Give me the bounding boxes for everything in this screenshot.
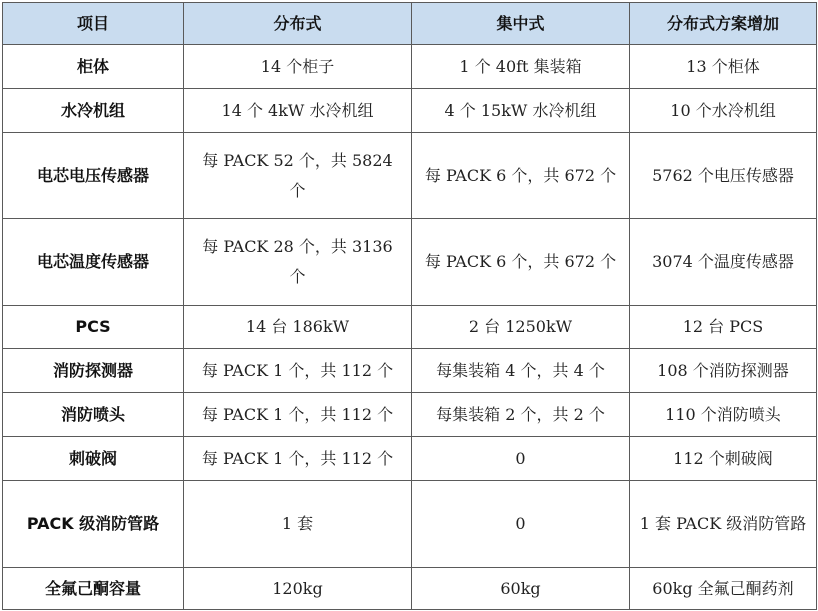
table-row (3, 481, 817, 568)
row-label: 电芯温度传感器 (3, 219, 184, 306)
table-cell: 112 个刺破阀 (630, 437, 817, 481)
table-cell: 0 (412, 481, 630, 568)
table-cell: 3074 个温度传感器 (630, 219, 817, 306)
table-cell: 14 个 4kW 水冷机组 (184, 89, 412, 133)
table-cell: 1 套 (184, 481, 412, 568)
table-cell: 108 个消防探测器 (630, 349, 817, 393)
row-label: 水冷机组 (3, 89, 184, 133)
table-cell: 5762 个电压传感器 (630, 133, 817, 219)
row-label: 刺破阀 (3, 437, 184, 481)
table-row (3, 349, 817, 393)
table-cell: 60kg 全氟己酮药剂 (630, 568, 817, 610)
header-cell-item: 项目 (3, 3, 184, 45)
row-label: 消防探测器 (3, 349, 184, 393)
table-cell: 0 (412, 437, 630, 481)
table-cell: 每 PACK 6 个，共 672 个 (412, 133, 630, 219)
header-cell-centralized: 集中式 (412, 3, 630, 45)
table-cell: 14 台 186kW (184, 306, 412, 349)
table-row (3, 133, 817, 219)
row-label: PCS (3, 306, 184, 349)
comparison-table (2, 2, 817, 610)
table-header-row (3, 3, 817, 45)
table-cell: 每 PACK 52 个，共 5824 个 (184, 133, 412, 219)
table-cell: 每 PACK 28 个，共 3136 个 (184, 219, 412, 306)
row-label: 柜体 (3, 45, 184, 89)
table-cell: 120kg (184, 568, 412, 610)
table-row (3, 89, 817, 133)
row-label: 电芯电压传感器 (3, 133, 184, 219)
header-cell-increase: 分布式方案增加 (630, 3, 817, 45)
row-label: 全氟己酮容量 (3, 568, 184, 610)
table-cell: 每 PACK 1 个，共 112 个 (184, 349, 412, 393)
table-cell: 每集装箱 2 个，共 2 个 (412, 393, 630, 437)
table-row (3, 393, 817, 437)
table-cell: 每 PACK 6 个，共 672 个 (412, 219, 630, 306)
table-cell: 14 个柜子 (184, 45, 412, 89)
header-cell-distributed: 分布式 (184, 3, 412, 45)
table-row (3, 45, 817, 89)
table-cell: 1 套 PACK 级消防管路 (630, 481, 817, 568)
table-cell: 4 个 15kW 水冷机组 (412, 89, 630, 133)
table-cell: 每 PACK 1 个，共 112 个 (184, 437, 412, 481)
table-cell: 60kg (412, 568, 630, 610)
table-row (3, 219, 817, 306)
row-label: 消防喷头 (3, 393, 184, 437)
table-cell: 2 台 1250kW (412, 306, 630, 349)
table-row (3, 437, 817, 481)
table-cell: 10 个水冷机组 (630, 89, 817, 133)
table-cell: 1 个 40ft 集装箱 (412, 45, 630, 89)
table-row (3, 306, 817, 349)
table-cell: 13 个柜体 (630, 45, 817, 89)
row-label: PACK 级消防管路 (3, 481, 184, 568)
table-row (3, 568, 817, 610)
table-cell: 12 台 PCS (630, 306, 817, 349)
table-cell: 110 个消防喷头 (630, 393, 817, 437)
table-cell: 每 PACK 1 个，共 112 个 (184, 393, 412, 437)
table-cell: 每集装箱 4 个，共 4 个 (412, 349, 630, 393)
